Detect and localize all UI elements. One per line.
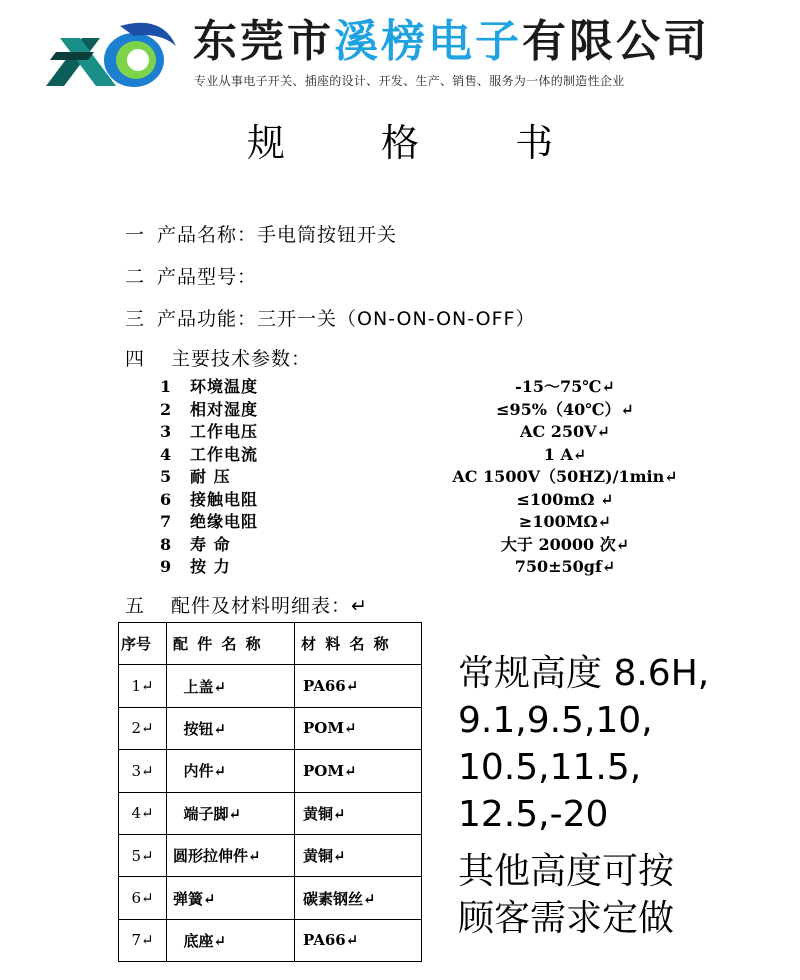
param-row	[160, 556, 700, 579]
table-header-part: 配 件 名 称	[167, 623, 295, 665]
height-options-note	[458, 650, 709, 838]
cell-no: 6↵	[119, 877, 167, 919]
table-row	[119, 707, 422, 749]
param-row	[160, 489, 700, 512]
cell-part: 圆形拉伸件↵	[167, 834, 295, 876]
cell-part: 内件↵	[167, 750, 295, 792]
section-number: 四	[125, 348, 146, 370]
cell-no: 1↵	[119, 665, 167, 707]
note-line: 9.1,9.5,10,	[458, 700, 653, 741]
table-header-row	[119, 623, 422, 665]
param-name: 接触电阻	[190, 489, 259, 509]
param-row	[160, 421, 700, 444]
table-row	[119, 750, 422, 792]
section-product-model	[125, 262, 257, 289]
parts-table	[118, 622, 422, 962]
section-parts-materials	[125, 591, 368, 618]
section-product-function	[125, 304, 535, 331]
tech-params-list	[160, 376, 700, 579]
param-number: 1	[160, 377, 172, 396]
cell-material: 黄铜↵	[295, 792, 422, 834]
cell-no: 7↵	[119, 919, 167, 961]
note-line: 其他高度可按	[458, 851, 675, 892]
param-value: AC 1500V（50HZ)/1min↵	[452, 467, 678, 486]
param-number: 3	[160, 422, 172, 441]
cell-part: 弹簧↵	[167, 877, 295, 919]
company-name-accent: 溪榜电子	[334, 16, 522, 67]
cell-material: PA66↵	[295, 919, 422, 961]
cell-no: 2↵	[119, 707, 167, 749]
company-tagline: 专业从事电子开关、插座的设计、开发、生产、销售、服务为一体的制造性企业	[194, 74, 625, 88]
company-name-prefix: 东莞市	[193, 16, 334, 67]
param-name: 绝缘电阻	[190, 512, 259, 531]
cell-no: 3↵	[119, 750, 167, 792]
param-value: ≤100mΩ ↵	[516, 489, 614, 509]
cell-material: POM↵	[295, 707, 422, 749]
table-row	[119, 792, 422, 834]
section-text: 产品型号：	[157, 266, 258, 288]
cell-part: 上盖↵	[167, 665, 295, 707]
param-value: 1 A↵	[543, 444, 587, 464]
section-text: 产品名称：手电筒按钮开关	[157, 224, 398, 246]
cell-material: POM↵	[295, 750, 422, 792]
custom-height-note	[458, 848, 674, 942]
param-number: 7	[160, 512, 172, 531]
section-text: 主要技术参数：	[171, 348, 312, 370]
table-header-material: 材 料 名 称	[295, 623, 422, 665]
section-text: 产品功能：三开一关（ON-ON-ON-OFF）	[157, 308, 536, 330]
cell-no: 5↵	[119, 834, 167, 876]
table-row	[119, 919, 422, 961]
table-row	[119, 665, 422, 707]
cell-material: PA66↵	[295, 665, 422, 707]
param-value: ≤95%（40℃）↵	[496, 399, 634, 419]
cell-material: 黄铜↵	[295, 834, 422, 876]
param-number: 6	[160, 489, 172, 509]
cell-part: 底座↵	[167, 919, 295, 961]
param-name: 相对湿度	[190, 399, 259, 419]
table-row	[119, 834, 422, 876]
param-row	[160, 376, 700, 399]
param-number: 5	[160, 467, 172, 486]
param-row	[160, 399, 700, 422]
param-row	[160, 444, 700, 467]
param-number: 2	[160, 399, 172, 419]
param-name: 环境温度	[190, 377, 259, 396]
param-value: -15～75℃↵	[515, 377, 615, 396]
param-number: 8	[160, 534, 172, 554]
section-number: 五	[125, 595, 146, 617]
section-text: 配件及材料明细表：↵	[171, 595, 368, 617]
param-value: 750±50gf↵	[514, 557, 616, 576]
note-line: 顾客需求定做	[458, 898, 675, 939]
param-name: 耐 压	[190, 467, 231, 486]
cell-no: 4↵	[119, 792, 167, 834]
section-product-name	[125, 220, 397, 247]
document-title: 规 格 书	[246, 121, 596, 165]
cell-material: 碳素钢丝↵	[295, 877, 422, 919]
cell-part: 按钮↵	[167, 707, 295, 749]
note-line: 10.5,11.5,	[458, 747, 642, 788]
param-name: 寿 命	[190, 534, 231, 554]
table-row	[119, 877, 422, 919]
param-name: 工作电流	[190, 444, 259, 464]
table-header-no: 序号	[119, 623, 167, 665]
param-number: 9	[160, 557, 172, 576]
cell-part: 端子脚↵	[167, 792, 295, 834]
section-tech-params	[125, 344, 311, 371]
section-number: 三	[125, 308, 146, 330]
xb-logo-icon	[42, 16, 182, 92]
company-name-suffix: 有限公司	[522, 16, 710, 67]
param-name: 按 力	[190, 557, 231, 576]
param-row	[160, 511, 700, 534]
param-value: AC 250V↵	[520, 422, 610, 441]
param-name: 工作电压	[190, 422, 259, 441]
section-number: 一	[125, 224, 146, 246]
param-value: ≥100MΩ↵	[518, 512, 612, 531]
param-value: 大于 20000 次↵	[500, 534, 630, 554]
note-line: 常规高度 8.6H,	[458, 653, 710, 694]
section-number: 二	[125, 266, 146, 288]
param-row	[160, 534, 700, 557]
param-number: 4	[160, 444, 172, 464]
company-name	[193, 14, 710, 70]
note-line: 12.5,-20	[458, 794, 609, 835]
param-row	[160, 466, 700, 489]
